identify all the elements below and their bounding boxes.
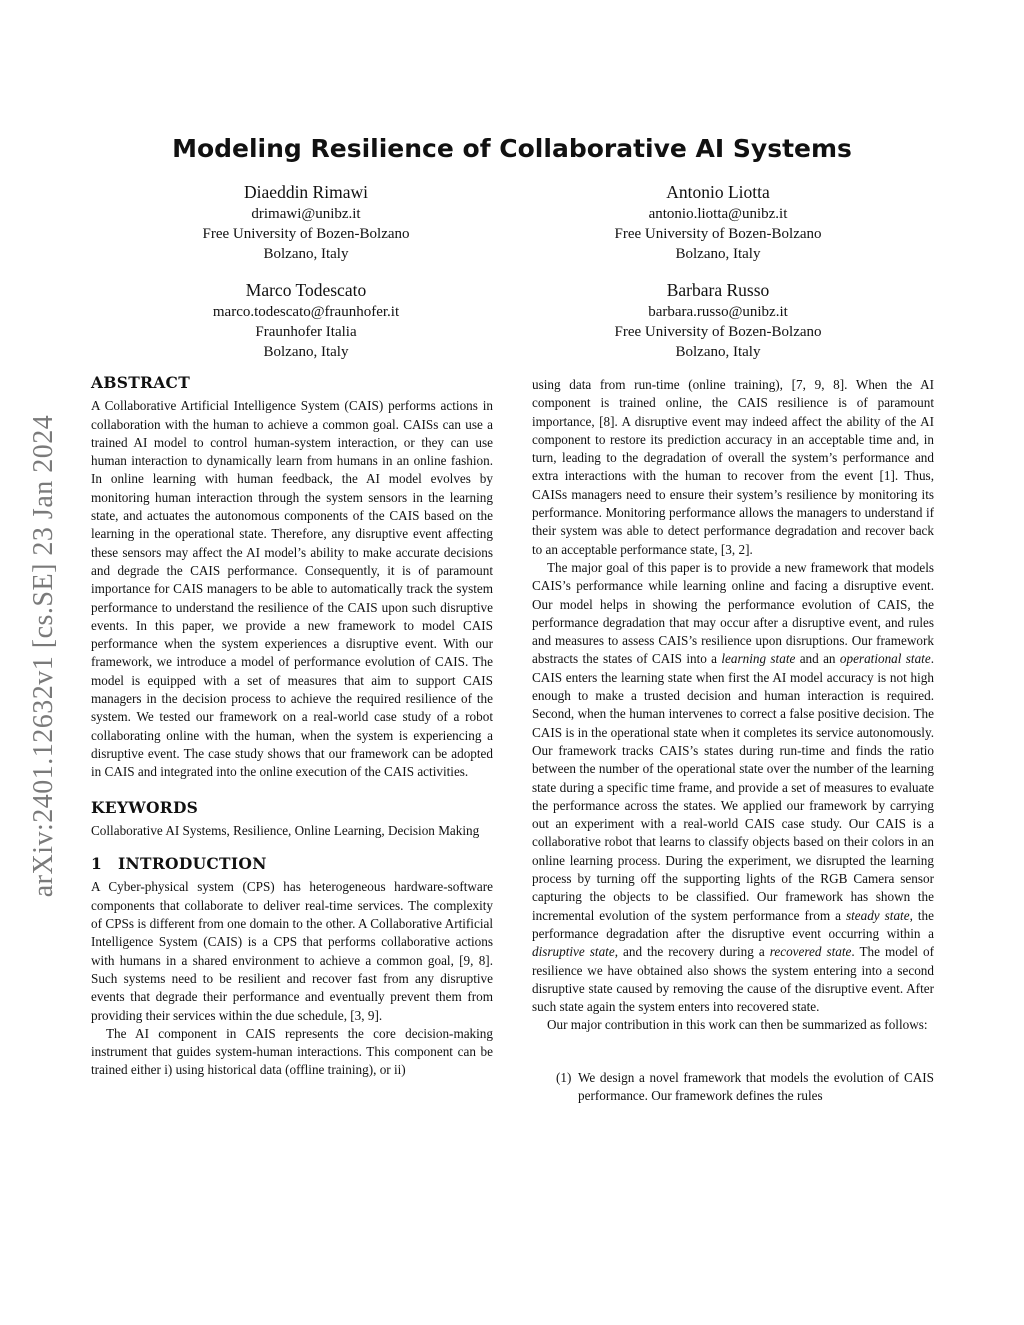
author-location: Bolzano, Italy bbox=[675, 246, 761, 262]
author-name: Barbara Russo bbox=[666, 280, 770, 300]
author-email: barbara.russo@unibz.it bbox=[648, 304, 788, 320]
right-column bbox=[532, 376, 934, 1105]
text-run: and an bbox=[795, 651, 840, 667]
author-email: drimawi@unibz.it bbox=[251, 206, 361, 222]
list-number: (1) bbox=[556, 1069, 572, 1085]
author-affiliation: Free University of Bozen-Bolzano bbox=[614, 226, 822, 242]
author-location: Bolzano, Italy bbox=[263, 344, 349, 360]
intro-paragraph: The AI component in CAIS represents the core decision-making instrument that guides system-human interactions. This component can be trained either i) using historical data (offline training), or ii) bbox=[91, 1025, 493, 1078]
author-affiliation: Free University of Bozen-Bolzano bbox=[202, 226, 410, 242]
author-name: Marco Todescato bbox=[245, 280, 367, 300]
paper-title: Modeling Resilience of Collaborative AI Systems bbox=[172, 134, 852, 163]
emphasis: operational state bbox=[839, 651, 931, 667]
abstract-heading: ABSTRACT bbox=[91, 373, 191, 392]
author-block bbox=[141, 278, 471, 362]
author-block bbox=[553, 278, 883, 362]
emphasis: recovered state bbox=[769, 944, 852, 960]
abstract-text: A Collaborative Artificial Intelligence System (CAIS) performs actions in collaboration with the human to achieve a common goal. CAISs can use a trained AI model to control human-system interaction, or they can use human interaction to dynamically learn from humans in an online fashion. In online learning with human feedback, the AI model evolves by monitoring human interaction through the system sensors in the learning state, and actuates the autonomous components of the CAIS based on the learning in the operational state. Therefore, any disruptive event affecting these sensors may affect the AI model’s ability to make accurate decisions and degrade the CAIS performance. Consequently, it is of paramount importance for CAIS managers to be able to automatically track the system performance to understand the resilience of the CAIS upon such disruptive events. In this paper, we provide a new framework to model CAIS performance when the system experiences a disruptive event. With our framework, we introduce a model of performance evolution of CAIS. The model is equipped with a set of measures that aim to support CAIS managers in the decision process to achieve the required resilience of the system. We tested our framework on a real-world case study of a robot collaborating online with the human, when the system is experiencing a disruptive event. The case study shows that our framework can be adopted in CAIS and integrated into the online execution of the CAIS activities. bbox=[91, 398, 493, 780]
text-run: , the performance degradation after the disruptive event occurring within a bbox=[532, 907, 934, 941]
arxiv-id: arXiv:2401.12632v1 [cs.SE] 23 Jan 2024 bbox=[28, 414, 59, 898]
author-email: marco.todescato@fraunhofer.it bbox=[212, 304, 400, 320]
author-email: antonio.liotta@unibz.it bbox=[648, 206, 788, 222]
intro-paragraph bbox=[532, 559, 934, 1016]
keywords-heading: KEYWORDS bbox=[91, 797, 199, 817]
text-run: . The model of resilience we have obtained also shows the system entering into a second disruptive state caused by removing the cause of the disruptive event. After such state again the system enters into recovered state. bbox=[532, 944, 935, 1015]
keywords-text: Collaborative AI Systems, Resilience, Online Learning, Decision Making bbox=[91, 822, 480, 838]
intro-paragraph: Our major contribution in this work can then be summarized as follows: bbox=[547, 1017, 928, 1033]
section-number: 1 bbox=[91, 854, 103, 874]
intro-paragraph: A Cyber-physical system (CPS) has heterogeneous hardware-software components that collaborate to deliver real-time services. The complexity of CPSs is different from one domain to the other. A Collaborative Artificial Intelligence System (CAIS) is a CPS that performs collaborative actions with humans in a shared environment to achieve a common goal, [9, 8]. Such systems need to be resilient and recover fast from any disruptive events that degrade their performance and eventually prevent them from providing their services within the due schedule, [3, 9]. bbox=[91, 879, 493, 1023]
author-block bbox=[141, 180, 471, 264]
intro-heading bbox=[91, 855, 493, 873]
author-affiliation: Free University of Bozen-Bolzano bbox=[614, 324, 822, 340]
section-title: INTRODUCTION bbox=[118, 854, 267, 874]
author-location: Bolzano, Italy bbox=[263, 246, 349, 262]
contribution-list-item bbox=[532, 1069, 934, 1106]
emphasis: learning state bbox=[721, 651, 796, 667]
arxiv-watermark bbox=[30, 366, 58, 946]
left-column bbox=[91, 374, 493, 1080]
author-affiliation: Fraunhofer Italia bbox=[255, 324, 357, 340]
emphasis: disruptive state bbox=[532, 944, 615, 960]
list-text: We design a novel framework that models the evolution of CAIS performance. Our framework defines the rules bbox=[578, 1069, 934, 1103]
author-name: Diaeddin Rimawi bbox=[244, 182, 368, 202]
emphasis: steady state bbox=[845, 907, 910, 923]
intro-paragraph: using data from run-time (online training), [7, 9, 8]. When the AI component is trained online, the CAIS resilience is of paramount importance, [8]. A disruptive event may indeed affect the ability of the AI component to restore its prediction accuracy in an acceptable time and, in turn, leading to the degradation of overall the system’s performance and extra interactions with the human to recover from the event [1]. Thus, CAISs managers need to ensure their system’s resilience by monitoring its performance. Monitoring performance allows the managers to understand if their system was able to detect performance degradation and recover back to an acceptable performance state, [3, 2]. bbox=[532, 377, 934, 557]
text-run: , and the recovery during a bbox=[614, 944, 770, 960]
author-name: Antonio Liotta bbox=[666, 182, 770, 202]
text-run: The major goal of this paper is to provide a new framework that models CAIS’s performance while learning online and facing a disruptive event. Our model helps in showing the performance evolution of CAIS, the performance degradation that may occur after a disruptive event, and rules and measures to assess CAIS’s resilience upon disruptions. Our framework abstracts the states of CAIS into a bbox=[532, 559, 934, 667]
author-block bbox=[553, 180, 883, 264]
author-location: Bolzano, Italy bbox=[675, 344, 761, 360]
text-run: . CAIS enters the learning state when first the AI model accuracy is not high enough to make a trusted decision and human interaction is required. Second, when the human intervenes to correct a false positive decision. The CAIS is in the operational state when it completes its service autonomously. Our framework tracks CAIS’s states during run-time and finds the ratio between the number of the operational state over the number of the learning state during a specific time frame, and provide a set of measures to evaluate the performance across the states. We applied our framework by carrying out an experiment with a real-world CAIS case study. Our CAIS is a collaborative robot that learns to classify objects based on their colors in an online learning process. During the experiment, we disrupted the learning process by turning off the supporting lights of the RGB Camera sensor capturing the objects to be classified. Our framework has shown the incremental evolution of the system performance from a bbox=[532, 651, 934, 923]
